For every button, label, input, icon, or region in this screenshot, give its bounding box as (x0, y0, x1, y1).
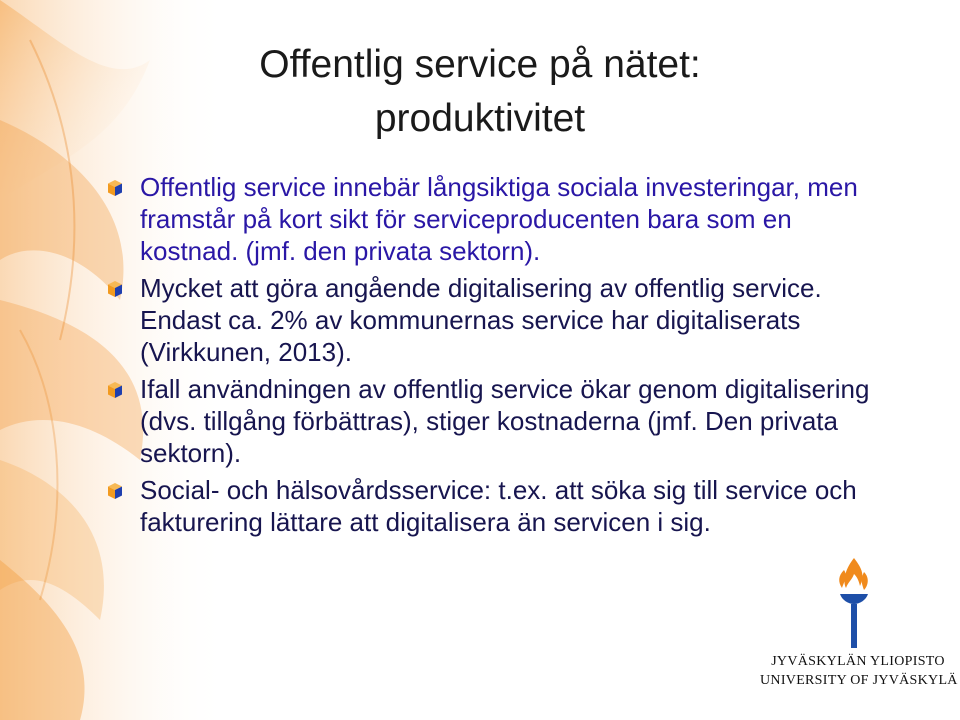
cube-bullet-icon (108, 483, 122, 499)
cube-bullet-icon (108, 180, 122, 196)
cube-bullet-icon (108, 281, 122, 297)
bullet-item (108, 373, 888, 469)
bullet-text: Mycket att göra angående digitalisering av offentlig service. Endast ca. 2% av kommunernas service har digitaliserats (Virkkunen, 2013). (140, 273, 822, 367)
slide-title-line-2: produktivitet (374, 97, 586, 140)
bullet-item (108, 171, 888, 267)
bullet-text: Ifall användningen av offentlig service ökar genom digitalisering (dvs. tillgång förbättras), stiger kostnaderna (jmf. Den privata sektorn). (140, 374, 870, 468)
slide-title-line-1: Offentlig service på nätet: (259, 43, 701, 86)
cube-bullet-icon (108, 382, 122, 398)
bullet-list (108, 171, 888, 543)
slide-title (150, 38, 810, 146)
bullet-text: Offentlig service innebär långsiktiga sociala investeringar, men framstår på kort sikt för serviceproducenten bara som en kostnad. (jmf. den privata sektorn). (140, 172, 858, 266)
torch-icon (830, 556, 878, 652)
bullet-item (108, 272, 888, 368)
bullet-text: Social- och hälsovårdsservice: t.ex. att söka sig till service och fakturering lättare att digitalisera än servicen i sig. (140, 475, 857, 537)
university-logo (760, 556, 956, 716)
logo-text-finnish: JYVÄSKYLÄN YLIOPISTO (771, 654, 945, 669)
bullet-item (108, 474, 888, 538)
logo-text-english: UNIVERSITY OF JYVÄSKYLÄ (760, 673, 958, 688)
